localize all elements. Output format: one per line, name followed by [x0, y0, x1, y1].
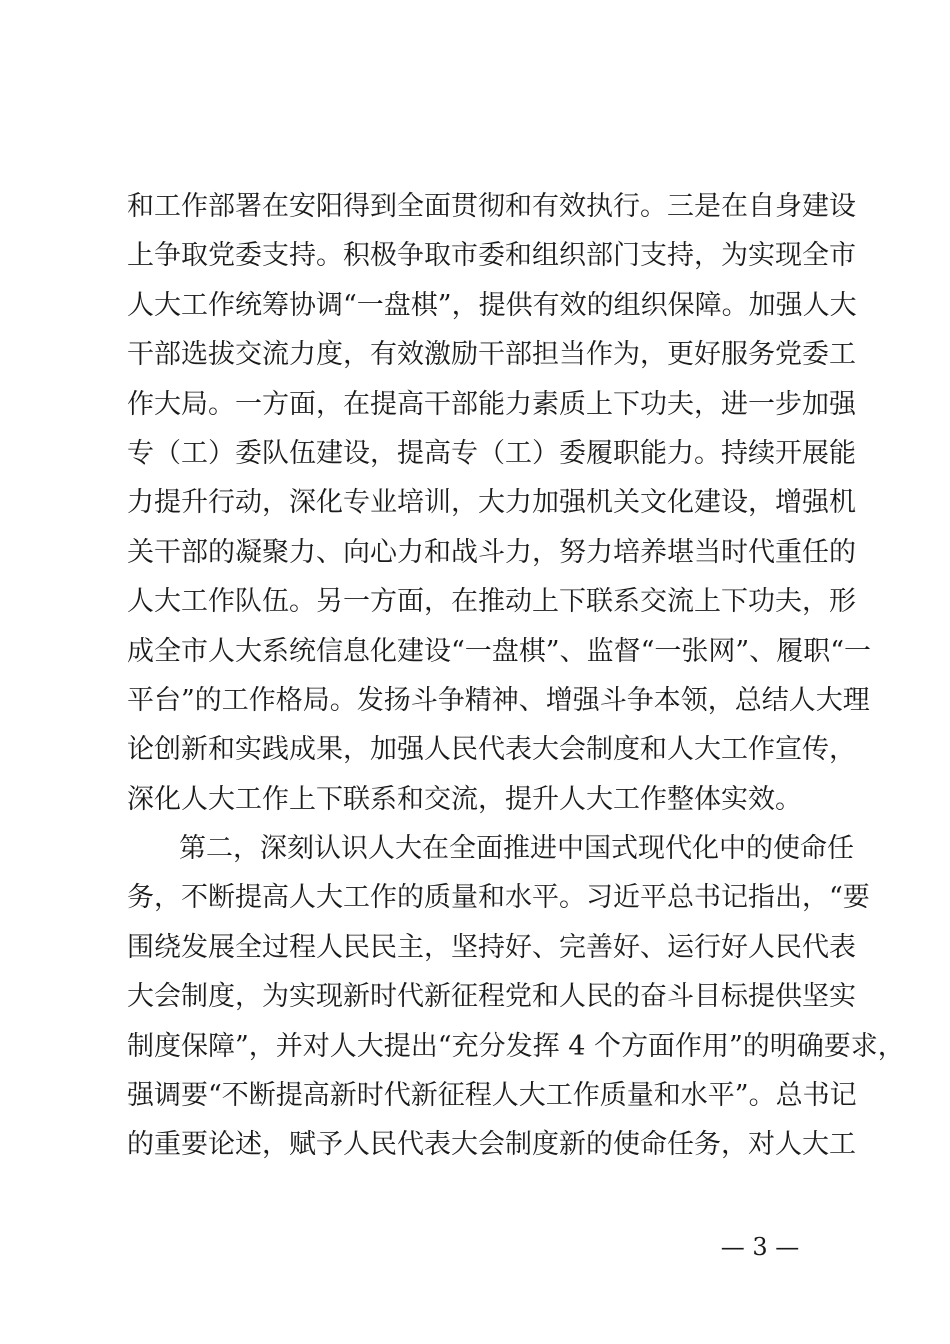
text-line: 上争取党委支持。积极争取市委和组织部门支持，为实现全市	[127, 240, 856, 272]
text-line: 力提升行动，深化专业培训，大力加强机关文化建设，增强机	[127, 487, 856, 519]
text-line: 人大工作队伍。另一方面，在推动上下联系交流上下功夫，形	[127, 586, 856, 618]
text-line: 论创新和实践成果，加强人民代表大会制度和人大工作宣传，	[127, 734, 856, 766]
text-line: 制度保障”，并对人大提出“充分发挥 4 个方面作用”的明确要求，	[127, 1030, 905, 1062]
text-line: 第二，深刻认识人大在全面推进中国式现代化中的使命任	[179, 833, 854, 865]
text-line: 深化人大工作上下联系和交流，提升人大工作整体实效。	[127, 783, 802, 815]
text-line: 强调要“不断提高新时代新征程人大工作质量和水平”。总书记	[127, 1080, 857, 1112]
text-line: 的重要论述，赋予人民代表大会制度新的使命任务，对人大工	[127, 1129, 856, 1161]
text-line: 和工作部署在安阳得到全面贯彻和有效执行。三是在自身建设	[127, 191, 856, 222]
text-line: 大会制度，为实现新时代新征程党和人民的奋斗目标提供坚实	[127, 981, 856, 1013]
text-line: 专（工）委队伍建设，提高专（工）委履职能力。持续开展能	[127, 437, 856, 469]
text-line: 成全市人大系统信息化建设“一盘棋”、监督“一张网”、履职“一	[127, 635, 872, 667]
text-line: 关干部的凝聚力、向心力和战斗力，努力培养堪当时代重任的	[127, 536, 856, 568]
text-line: 围绕发展全过程人民民主，坚持好、完善好、运行好人民代表	[127, 931, 856, 963]
text-line: 干部选拔交流力度，有效激励干部担当作为，更好服务党委工	[127, 339, 856, 371]
text-line: 人大工作统筹协调“一盘棋”，提供有效的组织保障。加强人大	[127, 289, 857, 321]
body-text	[127, 182, 905, 1170]
text-line: 作大局。一方面，在提高干部能力素质上下功夫，进一步加强	[127, 388, 856, 420]
page-number: — 3 —	[720, 1233, 800, 1261]
text-line: 务，不断提高人大工作的质量和水平。习近平总书记指出，“要	[127, 882, 870, 914]
text-line: 平台”的工作格局。发扬斗争精神、增强斗争本领，总结人大理	[127, 684, 870, 716]
